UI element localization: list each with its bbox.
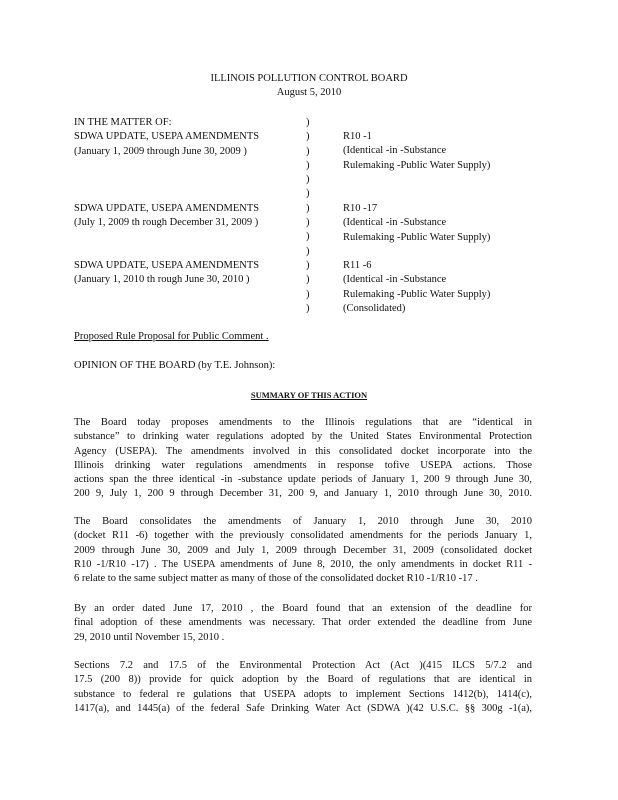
- case-caption: [74, 116, 314, 159]
- paragraph: By an order dated June 17, 2010 , the Board found that an extension of the deadline for final adoption of these amendments was necessary. That order extended the deadline from June 29, 2010 until November 15, 2010 .: [74, 603, 532, 643]
- paragraph: The Board today proposes amendments to the Illinois regulations that are “identical in substance” to drinking water regulations adopted by the United States Environmental Protection Agency (USEPA). The amendments involved in this consolidated docket incorporate into the Illinois drinking water regulations amendments in response tofive USEPA actions. Those actions span the three identical -in -substance update periods of January 1, 200 9 through June 30, 200 9, July 1, 200 9 through December 31, 200 9, and January 1, 2010 through June 30, 2010.: [74, 417, 532, 500]
- caption-title: SDWA UPDATE, USEPA AMENDMENTS: [74, 131, 260, 143]
- paragraph: Sections 7.2 and 17.5 of the Environmental Protection Act (Act )(415 ILCS 5/7.2 and 17.5 (200 8)) provide for quick adoption by the Board of regulations that are identical in substance to federal re gulations that USEPA adopts to implement Sections 1412(b), 1414(c), 1417(a), and 1445(a) of the federal Safe Drinking Water Act (SDWA )(42 U.S.C. §§ 300g -1(a),: [74, 660, 532, 714]
- caption-title: SDWA UPDATE, USEPA AMENDMENTS: [74, 203, 260, 214]
- case-caption: [74, 202, 314, 231]
- document-date: August 5, 2010: [276, 87, 342, 98]
- caption-title: SDWA UPDATE, USEPA AMENDMENTS: [74, 260, 260, 271]
- proposed-rule-line: Proposed Rule Proposal for Public Comment .: [74, 331, 269, 342]
- summary-heading: SUMMARY OF THIS ACTION: [250, 390, 368, 400]
- case-caption: [74, 259, 314, 288]
- opinion-line: OPINION OF THE BOARD (by T.E. Johnson):: [74, 360, 276, 371]
- matter-heading: IN THE MATTER OF:: [74, 117, 172, 128]
- caption-parens: ) ) ) ) ) ) ) ) ) ) ) ) ) ): [306, 117, 310, 314]
- caption-period: (July 1, 2009 th rough December 31, 2009 ): [74, 217, 259, 229]
- caption-period: (January 1, 2009 through June 30, 2009 ): [74, 145, 247, 157]
- caption-period: (January 1, 2010 th rough June 30, 2010 ): [74, 274, 250, 286]
- board-name: ILLINOIS POLLUTION CONTROL BOARD: [210, 73, 408, 84]
- docket-number: R10 -1: [343, 131, 372, 142]
- docket-number: R11 -6: [343, 260, 372, 271]
- paragraph: The Board consolidates the amendments of January 1, 2010 through June 30, 2010 (docket R11 -6) together with the previously consolidated amendments for the periods January 1, 2009 through June 30, 2009 and July 1, 2009 through December 31, 2009 (consolidated docket R10 -1/R10 -17) . The USEPA amendments of June 8, 2010, the only amendments in docket R11 - 6 relate to the same subject matter as many of those of the consolidated docket R10 -1/R10 -17 .: [74, 516, 532, 585]
- docket-number: R10 -17: [343, 203, 378, 214]
- docket-info: R10 -1 (Identical -in -Substance Rulemaking -Public Water Supply): [343, 130, 563, 173]
- docket-info: R11 -6 (Identical -in -Substance Rulemaking -Public Water Supply) (Consolidated): [343, 259, 563, 316]
- docket-info: R10 -17 (Identical -in -Substance Rulemaking -Public Water Supply): [343, 202, 563, 245]
